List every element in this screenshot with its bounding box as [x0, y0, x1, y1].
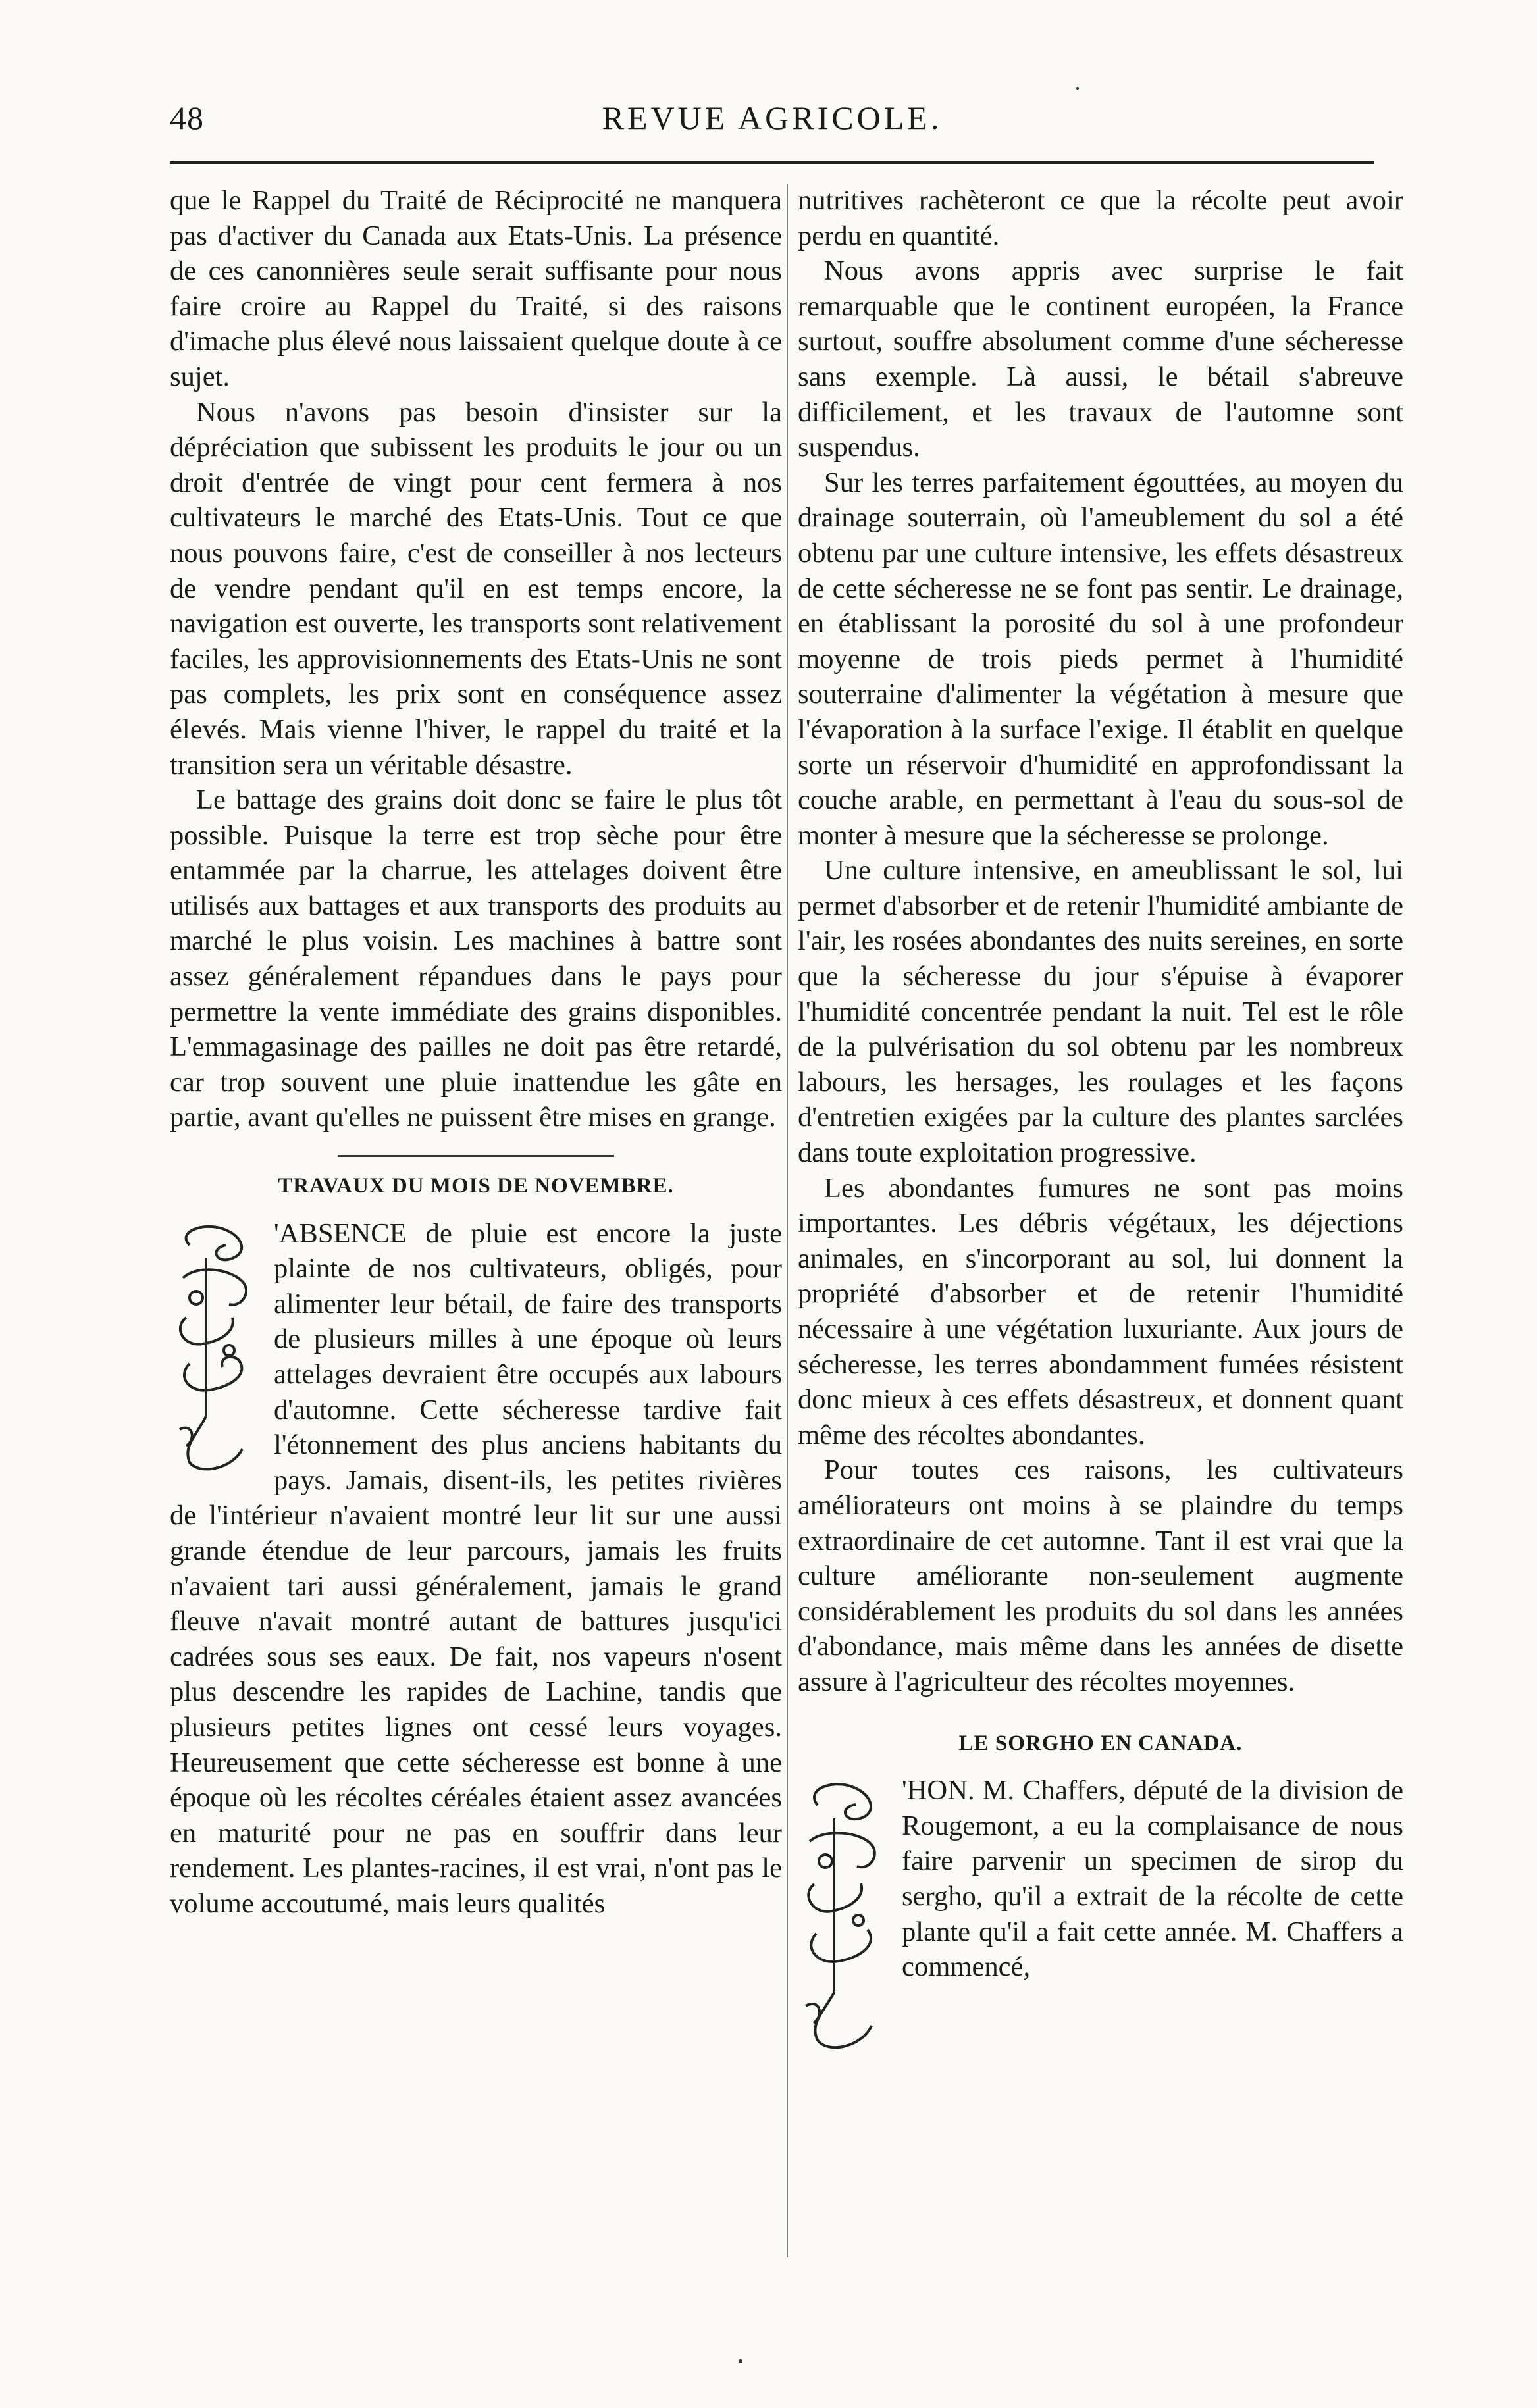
right-paragraph-4: Une culture intensive, en ameublissant le sol, lui permet d'absorber et de retenir l'humidité ambiante de l'air, les rosées abondantes des nuits sereines, en sorte que la sécheresse du jour s'épuise à évaporer l'humidité concentrée pendant la nuit. Tel est le rôle de la pulvérisation du sol obtenu par les nombreux labours, les hersages, les roulages et les façons d'entretien exigées par la culture des plantes sarclées dans toute exploitation progressive.	[798, 855, 1403, 1169]
dropcap-paragraph	[170, 1216, 782, 1922]
print-mark	[1076, 87, 1079, 90]
ornamental-initial-l-icon	[170, 1219, 262, 1482]
right-paragraph-1: nutritives rachèteront ce que la récolte peut avoir perdu en quantité.	[798, 185, 1403, 251]
left-paragraph-3: Le battage des grains doit donc se faire le plus tôt possible. Puisque la terre est trop sèche pour être entammée par la charrue, les attelages doivent être utilisés aux battages et aux transports des produits au marché le plus voisin. Les machines à battre sont assez généralement répandues dans le pays pour permettre la vente immédiate des grains disponibles. L'emmagasinage des pailles ne doit pas être retardé, car trop souvent une pluie inattendue les gâte en partie, avant qu'elles ne puissent être mises en grange.	[170, 784, 782, 1133]
section-title-travaux: TRAVAUX DU MOIS DE NOVEMBRE.	[278, 1174, 674, 1198]
column-divider	[787, 184, 788, 2257]
right-paragraph-7: 'HON. M. Chaffers, député de la division de Rougemont, a eu la complaisance de nous faire parvenir un specimen de sirop du sergho, qu'il a extrait de la récolte de cette plante qu'il a fait cette année. M. Chaffers a commencé,	[902, 1775, 1403, 1983]
running-head: REVUE AGRICOLE.	[602, 99, 943, 136]
right-paragraph-3: Sur les terres parfaitement égouttées, au moyen du drainage souterrain, où l'ameublement du sol a été obtenu par une culture intensive, les effets désastreux de cette sécheresse ne se font pas sentir. Le drainage, en établissant la porosité du sol à une profondeur moyenne de trois pieds permet à l'humidité souterraine d'alimenter la végétation à mesure que l'évaporation à la surface l'exige. Il établit en quelque sorte un réservoir d'humidité en approfondissant la couche arable, en permettant à l'eau du sous-sol de monter à mesure que la sécheresse se prolonge.	[798, 467, 1403, 851]
page-header	[170, 99, 1374, 151]
header-rule	[170, 161, 1374, 164]
left-paragraph-4: 'ABSENCE de pluie est encore la juste plainte de nos cultivateurs, obligés, pour alimenter leur bétail, de faire des transports de plusieurs milles à une époque où leurs attelages devraient être occupés aux labours d'automne. Cette sécheresse tardive fait l'étonnement des plus anciens habitants du pays. Jamais, disent-ils, les petites rivières de l'intérieur n'avaient montré leur lit sur une aussi grande étendue de leur parcours, jamais les fruits n'avaient tari aussi généralement, jamais le grand fleuve n'avait montré autant de battures jusqu'ici cadrées sous ses eaux. De fait, nos vapeurs n'osent plus descendre les rapides de Lachine, tandis que plusieurs petites lignes ont cessé leurs voyages. Heureusement que cette sécheresse est bonne à une époque où les récoltes céréales étaient assez avancées en maturité pour ne pas en souffrir dans leur rendement. Les plantes-racines, il est vrai, n'ont pas le volume accoutumé, mais leurs qualités	[170, 1217, 782, 1919]
section-separator	[338, 1155, 614, 1157]
page-number: 48	[170, 99, 204, 136]
left-paragraph-2: Nous n'avons pas besoin d'insister sur la dépréciation que subissent les produits le jour ou un droit d'entrée de vingt pour cent fermera à nos cultivateurs le marché des Etats-Unis. Tout ce que nous pouvons faire, c'est de conseiller à nos lecteurs de vendre pendant qu'il en est temps encore, la navigation est ouverte, les transports sont relativement faciles, les approvisionnements des Etats-Unis ne sont pas complets, les prix sont en conséquence assez élevés. Mais vienne l'hiver, le rappel du traité et la transition sera un véritable désastre.	[170, 396, 782, 781]
left-paragraph-1: que le Rappel du Traité de Réciprocité ne manquera pas d'activer du Canada aux Etats-Unis. La présence de ces canonnières seule serait suffisante pour nous faire croire au Rappel du Traité, si des raisons d'imache plus élevé nous laissaient quelque doute à ce sujet.	[170, 185, 782, 392]
right-paragraph-6: Pour toutes ces raisons, les cultivateurs améliorateurs ont moins à se plaindre du temps extraordinaire de cet automne. Tant il est vrai que la culture améliorante non-seulement augmente considérablement les produits du sol dans les années d'abondance, mais même dans les années de disette assure à l'agriculteur des récoltes moyennes.	[798, 1454, 1403, 1697]
ornamental-initial-l-icon	[798, 1776, 890, 2059]
right-paragraph-5: Les abondantes fumures ne sont pas moins importantes. Les débris végétaux, les déjections animales, en s'incorporant au sol, lui donnent la propriété d'absorber et de retenir l'humidité nécessaire à une végétation luxuriante. Aux jours de sécheresse, les terres abondamment fumées résistent donc mieux à ces effets désastreux, et donnent quant même des récoltes abondantes.	[798, 1172, 1403, 1450]
left-column	[170, 183, 782, 2276]
section-title-sorgho: LE SORGHO EN CANADA.	[958, 1731, 1243, 1755]
print-mark	[739, 2359, 742, 2363]
right-column	[798, 183, 1403, 2276]
dropcap-paragraph-2	[798, 1773, 1403, 1985]
right-paragraph-2: Nous avons appris avec surprise le fait remarquable que le continent européen, la France surtout, souffre absolument comme d'une sécheresse sans exemple. Là aussi, le bétail s'abreuve difficilement, et les travaux de l'automne sont suspendus.	[798, 255, 1403, 463]
